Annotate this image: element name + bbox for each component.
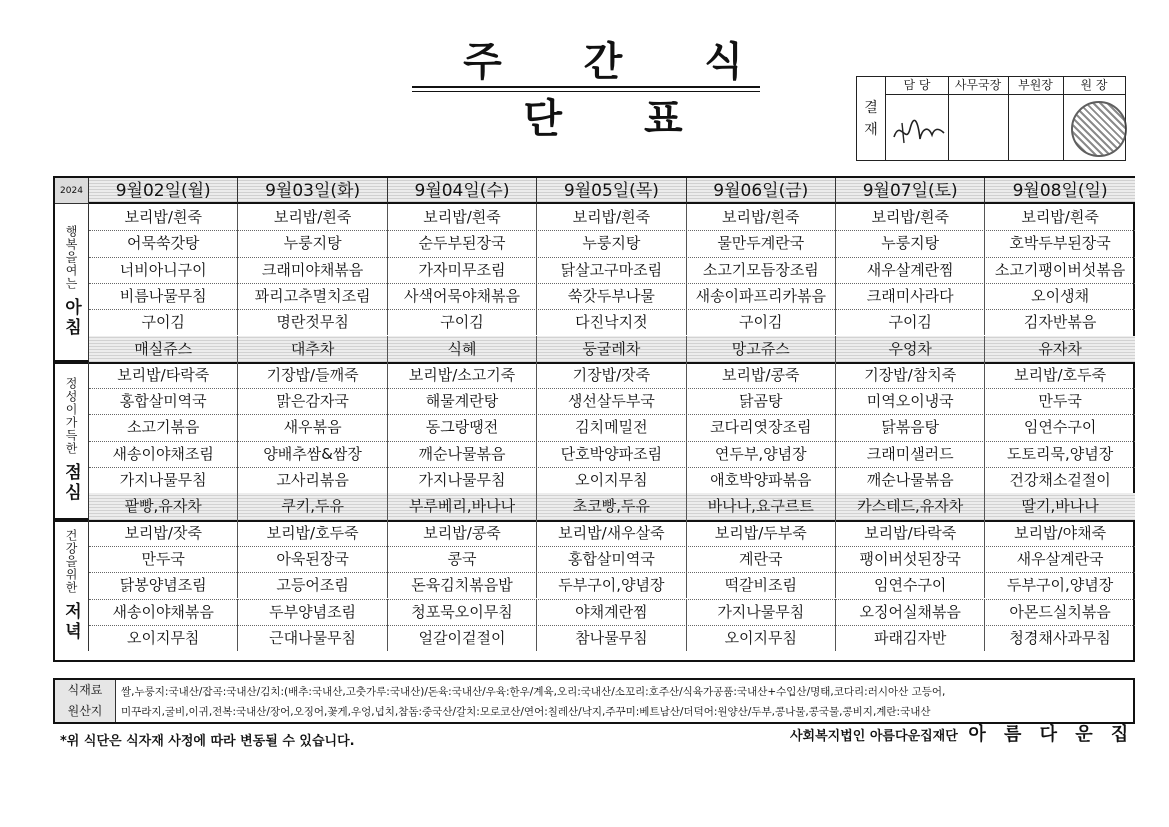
lunch-menu-item: 새송이야채조림 xyxy=(89,441,238,467)
breakfast-menu-item: 누룽지탕 xyxy=(537,230,686,256)
lunch-menu-item: 보리밥/콩죽 xyxy=(687,362,836,388)
day-header-fri: 9월06일(금) xyxy=(687,178,836,204)
lunch-menu-item: 오이지무침 xyxy=(537,467,686,493)
approval-cell-director xyxy=(1063,95,1125,160)
breakfast-menu-item: 망고쥬스 xyxy=(687,336,836,362)
dinner-menu-item: 계란국 xyxy=(687,546,836,572)
foundation-name xyxy=(790,720,1134,746)
approval-header-secretary: 사무국장 xyxy=(948,77,1009,95)
dinner-menu-item: 아욱된장국 xyxy=(238,546,387,572)
dinner-menu-item: 오징어실채볶음 xyxy=(836,599,985,625)
breakfast-menu-item: 보리밥/흰죽 xyxy=(687,204,836,230)
day-header-tue: 9월03일(화) xyxy=(238,178,387,204)
lunch-menu-item: 카스테드,유자차 xyxy=(836,493,985,519)
dinner-menu-item: 얼갈이겉절이 xyxy=(388,625,537,651)
breakfast-menu-item: 누룽지탕 xyxy=(238,230,387,256)
dinner-menu-item: 두부구이,양념장 xyxy=(537,572,686,598)
dinner-menu-item: 오이지무침 xyxy=(89,625,238,651)
lunch-menu-item: 단호박양파조림 xyxy=(537,441,686,467)
dinner-subtitle: 건강을위한 xyxy=(64,528,78,594)
menu-change-notice: *위 식단은 식자재 사정에 따라 변동될 수 있습니다. xyxy=(60,734,355,749)
breakfast-menu-item: 닭살고구마조림 xyxy=(537,257,686,283)
breakfast-menu-item: 다진낙지젓 xyxy=(537,309,686,335)
dinner-menu-item: 고등어조림 xyxy=(238,572,387,598)
lunch-menu-item: 미역오이냉국 xyxy=(836,388,985,414)
dinner-menu-item: 파래김자반 xyxy=(836,625,985,651)
weekly-menu-table xyxy=(53,176,1135,662)
lunch-menu-item: 기장밥/참치죽 xyxy=(836,362,985,388)
dinner-menu-item: 가지나물무침 xyxy=(687,599,836,625)
approval-cell-staff xyxy=(886,95,949,160)
dinner-menu-item: 닭봉양념조림 xyxy=(89,572,238,598)
lunch-menu-item: 팥빵,유자차 xyxy=(89,493,238,519)
origin-line-2: 미꾸라지,굴비,이귀,전복:국내산/장어,오징어,꽃게,우엉,넙치,참돔:중국산/갈치:모로코산/연어:칠레산/낙지,주꾸미:베트남산/더덕어:원양산/두부,콩나물,콩국물,콩비지,계란:국내산 xyxy=(121,706,931,718)
origin-table xyxy=(53,678,1135,724)
foundation-title: 아 름 다 운 집 xyxy=(968,724,1135,745)
origin-label-2: 원산지 xyxy=(67,704,103,718)
dinner-menu-item: 보리밥/호두죽 xyxy=(238,520,387,546)
approval-header-director: 원 장 xyxy=(1063,77,1125,95)
approval-header-staff: 담 당 xyxy=(886,77,949,95)
approval-label xyxy=(857,77,886,160)
lunch-menu-item: 애호박양파볶음 xyxy=(687,467,836,493)
lunch-menu-item: 가지나물무침 xyxy=(89,467,238,493)
dinner-menu-item: 두부양념조림 xyxy=(238,599,387,625)
dinner-menu-item: 보리밥/야채죽 xyxy=(1014,523,1107,542)
dinner-menu-item: 임연수구이 xyxy=(836,572,985,598)
breakfast-menu-item: 명란젓무침 xyxy=(238,309,387,335)
dinner-menu-item: 보리밥/새우살죽 xyxy=(537,520,686,546)
lunch-menu-item: 깨순나물볶음 xyxy=(388,441,537,467)
origin-label-1: 식재료 xyxy=(67,683,103,697)
origin-line-1: 쌀,누룽지:국내산/잡곡:국내산/김치:(배추:국내산,고춧가루:국내산)/돈육:국내산/우육:한우/계육,오리:국내산/소꼬리:호주산/식육가공품:국내산+수입산/명태,코다리:러시아산 고등어, xyxy=(121,686,946,698)
lunch-menu-item: 닭곰탕 xyxy=(687,388,836,414)
approval-cell-vice-director xyxy=(1008,95,1064,160)
lunch-menu-item: 초코빵,두유 xyxy=(537,493,686,519)
dinner-menu-item: 아몬드실치볶음 xyxy=(1009,602,1111,621)
lunch-menu-item: 홍합살미역국 xyxy=(89,388,238,414)
lunch-menu-item: 깨순나물볶음 xyxy=(836,467,985,493)
dinner-menu-item: 보리밥/잣죽 xyxy=(89,520,238,546)
breakfast-menu-item: 유자차 xyxy=(985,336,1134,362)
breakfast-menu-item: 어묵쑥갓탕 xyxy=(89,230,238,256)
page-title: 주 간 식 단 표 xyxy=(463,38,777,142)
dinner-menu-item: 돈육김치볶음밥 xyxy=(388,572,537,598)
day-header-mon: 9월02일(월) xyxy=(89,178,238,204)
dinner-menu-item: 만두국 xyxy=(89,546,238,572)
dinner-menu-item: 새우살계란국 xyxy=(1016,549,1104,568)
lunch-menu-item: 기장밥/들깨죽 xyxy=(238,362,387,388)
lunch-menu-item: 코다리엿장조림 xyxy=(687,414,836,440)
breakfast-menu-item: 매실쥬스 xyxy=(89,336,238,362)
lunch-menu-item: 크래미샐러드 xyxy=(836,441,985,467)
breakfast-menu-item: 보리밥/흰죽 xyxy=(537,204,686,230)
dinner-menu-item: 참나물무침 xyxy=(537,625,686,651)
dinner-menu-item: 보리밥/두부죽 xyxy=(687,520,836,546)
breakfast-menu-item: 우엉차 xyxy=(836,336,985,362)
breakfast-menu-item: 오이생채 xyxy=(1031,286,1090,305)
breakfast-menu-item: 크래미사라다 xyxy=(836,283,985,309)
lunch-subtitle: 정성이가득한 xyxy=(64,376,78,455)
dinner-menu-item: 청경채사과무침 xyxy=(1009,628,1111,647)
breakfast-menu-item: 보리밥/흰죽 xyxy=(388,204,537,230)
dinner-menu-item: 두부구이,양념장 xyxy=(1006,576,1114,595)
signature-image xyxy=(888,99,948,159)
lunch-menu-item: 건강채소겉절이 xyxy=(1009,471,1111,489)
breakfast-menu-item: 새우살계란찜 xyxy=(836,257,985,283)
breakfast-menu-item: 사색어묵야채볶음 xyxy=(388,283,537,309)
breakfast-section-label xyxy=(55,204,89,362)
breakfast-menu-item: 김자반볶음 xyxy=(1023,313,1097,332)
dinner-menu-item: 홍합살미역국 xyxy=(537,546,686,572)
lunch-menu-item: 딸기,바나나 xyxy=(985,493,1134,519)
lunch-menu-item: 김치메밀전 xyxy=(537,414,686,440)
lunch-menu-item: 보리밥/호두죽 xyxy=(1014,365,1107,384)
lunch-menu-item: 연두부,양념장 xyxy=(687,441,836,467)
breakfast-menu-item: 호박두부된장국 xyxy=(1009,234,1111,253)
dinner-menu-item: 팽이버섯된장국 xyxy=(836,546,985,572)
breakfast-menu-item: 식혜 xyxy=(388,336,537,362)
lunch-menu-item: 임연수구이 xyxy=(1023,418,1097,437)
lunch-menu-item: 도토리묵,양념장 xyxy=(1006,444,1114,463)
breakfast-menu-item: 비름나물무침 xyxy=(89,283,238,309)
dinner-menu-item: 보리밥/타락죽 xyxy=(836,520,985,546)
lunch-menu-item: 보리밥/타락죽 xyxy=(89,362,238,388)
breakfast-menu-item: 크래미야채볶음 xyxy=(238,257,387,283)
breakfast-menu-item: 구이김 xyxy=(89,309,238,335)
breakfast-menu-item: 새송이파프리카볶음 xyxy=(687,283,836,309)
breakfast-menu-item: 소고기모듬장조림 xyxy=(687,257,836,283)
foundation-prefix: 사회복지법인 아름다운집재단 xyxy=(790,729,958,744)
lunch-menu-item: 쿠키,두유 xyxy=(238,493,387,519)
dinner-section-label xyxy=(55,520,89,652)
lunch-menu-item: 보리밥/소고기죽 xyxy=(388,362,537,388)
breakfast-menu-item: 소고기팽이버섯볶음 xyxy=(994,260,1126,279)
lunch-menu-item: 동그랑땡전 xyxy=(388,414,537,440)
title-underline-2 xyxy=(412,91,760,92)
lunch-menu-item: 부루베리,바나나 xyxy=(388,493,537,519)
breakfast-menu-item: 순두부된장국 xyxy=(388,230,537,256)
title-underline xyxy=(412,86,760,88)
breakfast-menu-item: 물만두계란국 xyxy=(687,230,836,256)
origin-label xyxy=(55,680,116,722)
breakfast-menu-item: 구이김 xyxy=(687,309,836,335)
lunch-menu-item: 가지나물무침 xyxy=(388,467,537,493)
day-header-thu: 9월05일(목) xyxy=(537,178,686,204)
breakfast-menu-item: 보리밥/흰죽 xyxy=(89,204,238,230)
day-header-wed: 9월04일(수) xyxy=(388,178,537,204)
breakfast-menu-item: 꽈리고추멸치조림 xyxy=(238,283,387,309)
lunch-menu-item: 만두국 xyxy=(1038,392,1082,411)
breakfast-menu-item: 보리밥/흰죽 xyxy=(836,204,985,230)
approval-header-vice-director: 부원장 xyxy=(1008,77,1064,95)
lunch-menu-item: 소고기볶음 xyxy=(89,414,238,440)
lunch-menu-item: 생선살두부국 xyxy=(537,388,686,414)
dinner-menu-item: 새송이야채볶음 xyxy=(89,599,238,625)
lunch-menu-item: 고사리볶음 xyxy=(238,467,387,493)
breakfast-menu-item: 가자미무조림 xyxy=(388,257,537,283)
lunch-menu-item: 닭볶음탕 xyxy=(836,414,985,440)
lunch-menu-item: 해물계란탕 xyxy=(388,388,537,414)
dinner-menu-item: 보리밥/콩죽 xyxy=(388,520,537,546)
breakfast-menu-item: 둥굴레차 xyxy=(537,336,686,362)
breakfast-menu-item: 대추차 xyxy=(238,336,387,362)
breakfast-subtitle: 행복을여는 xyxy=(64,225,78,291)
lunch-menu-item: 바나나,요구르트 xyxy=(687,493,836,519)
breakfast-menu-item: 누룽지탕 xyxy=(836,230,985,256)
dinner-menu-item: 콩국 xyxy=(388,546,537,572)
dinner-menu-item: 야채계란찜 xyxy=(537,599,686,625)
dinner-menu-item: 떡갈비조림 xyxy=(687,572,836,598)
dinner-menu-item: 근대나물무침 xyxy=(238,625,387,651)
lunch-meal-title: 점심 xyxy=(61,462,81,503)
breakfast-menu-item: 보리밥/흰죽 xyxy=(238,204,387,230)
year-label: 2024 xyxy=(55,178,89,204)
approval-label-2: 재 xyxy=(864,121,878,138)
dinner-menu-item: 청포묵오이무침 xyxy=(388,599,537,625)
dinner-menu-item: 오이지무침 xyxy=(687,625,836,651)
day-header-sun: 9월08일(일) xyxy=(985,178,1134,204)
breakfast-meal-title: 아침 xyxy=(61,298,81,339)
breakfast-menu-item: 쑥갓두부나물 xyxy=(537,283,686,309)
day-header-sat: 9월07일(토) xyxy=(836,178,985,204)
lunch-menu-item: 새우볶음 xyxy=(238,414,387,440)
breakfast-menu-item: 보리밥/흰죽 xyxy=(1021,208,1099,226)
breakfast-menu-item: 구이김 xyxy=(388,309,537,335)
lunch-menu-item: 양배추쌈&쌈장 xyxy=(238,441,387,467)
approval-cell-secretary xyxy=(948,95,1009,160)
approval-box xyxy=(856,76,1126,161)
lunch-menu-item: 기장밥/잣죽 xyxy=(537,362,686,388)
lunch-menu-item: 맑은감자국 xyxy=(238,388,387,414)
breakfast-menu-item: 너비아니구이 xyxy=(89,257,238,283)
dinner-meal-title: 저녁 xyxy=(61,601,81,642)
approval-label-1: 결 xyxy=(864,99,878,116)
breakfast-menu-item: 구이김 xyxy=(836,309,985,335)
lunch-section-label xyxy=(55,362,89,520)
director-seal-stamp xyxy=(1071,101,1127,157)
